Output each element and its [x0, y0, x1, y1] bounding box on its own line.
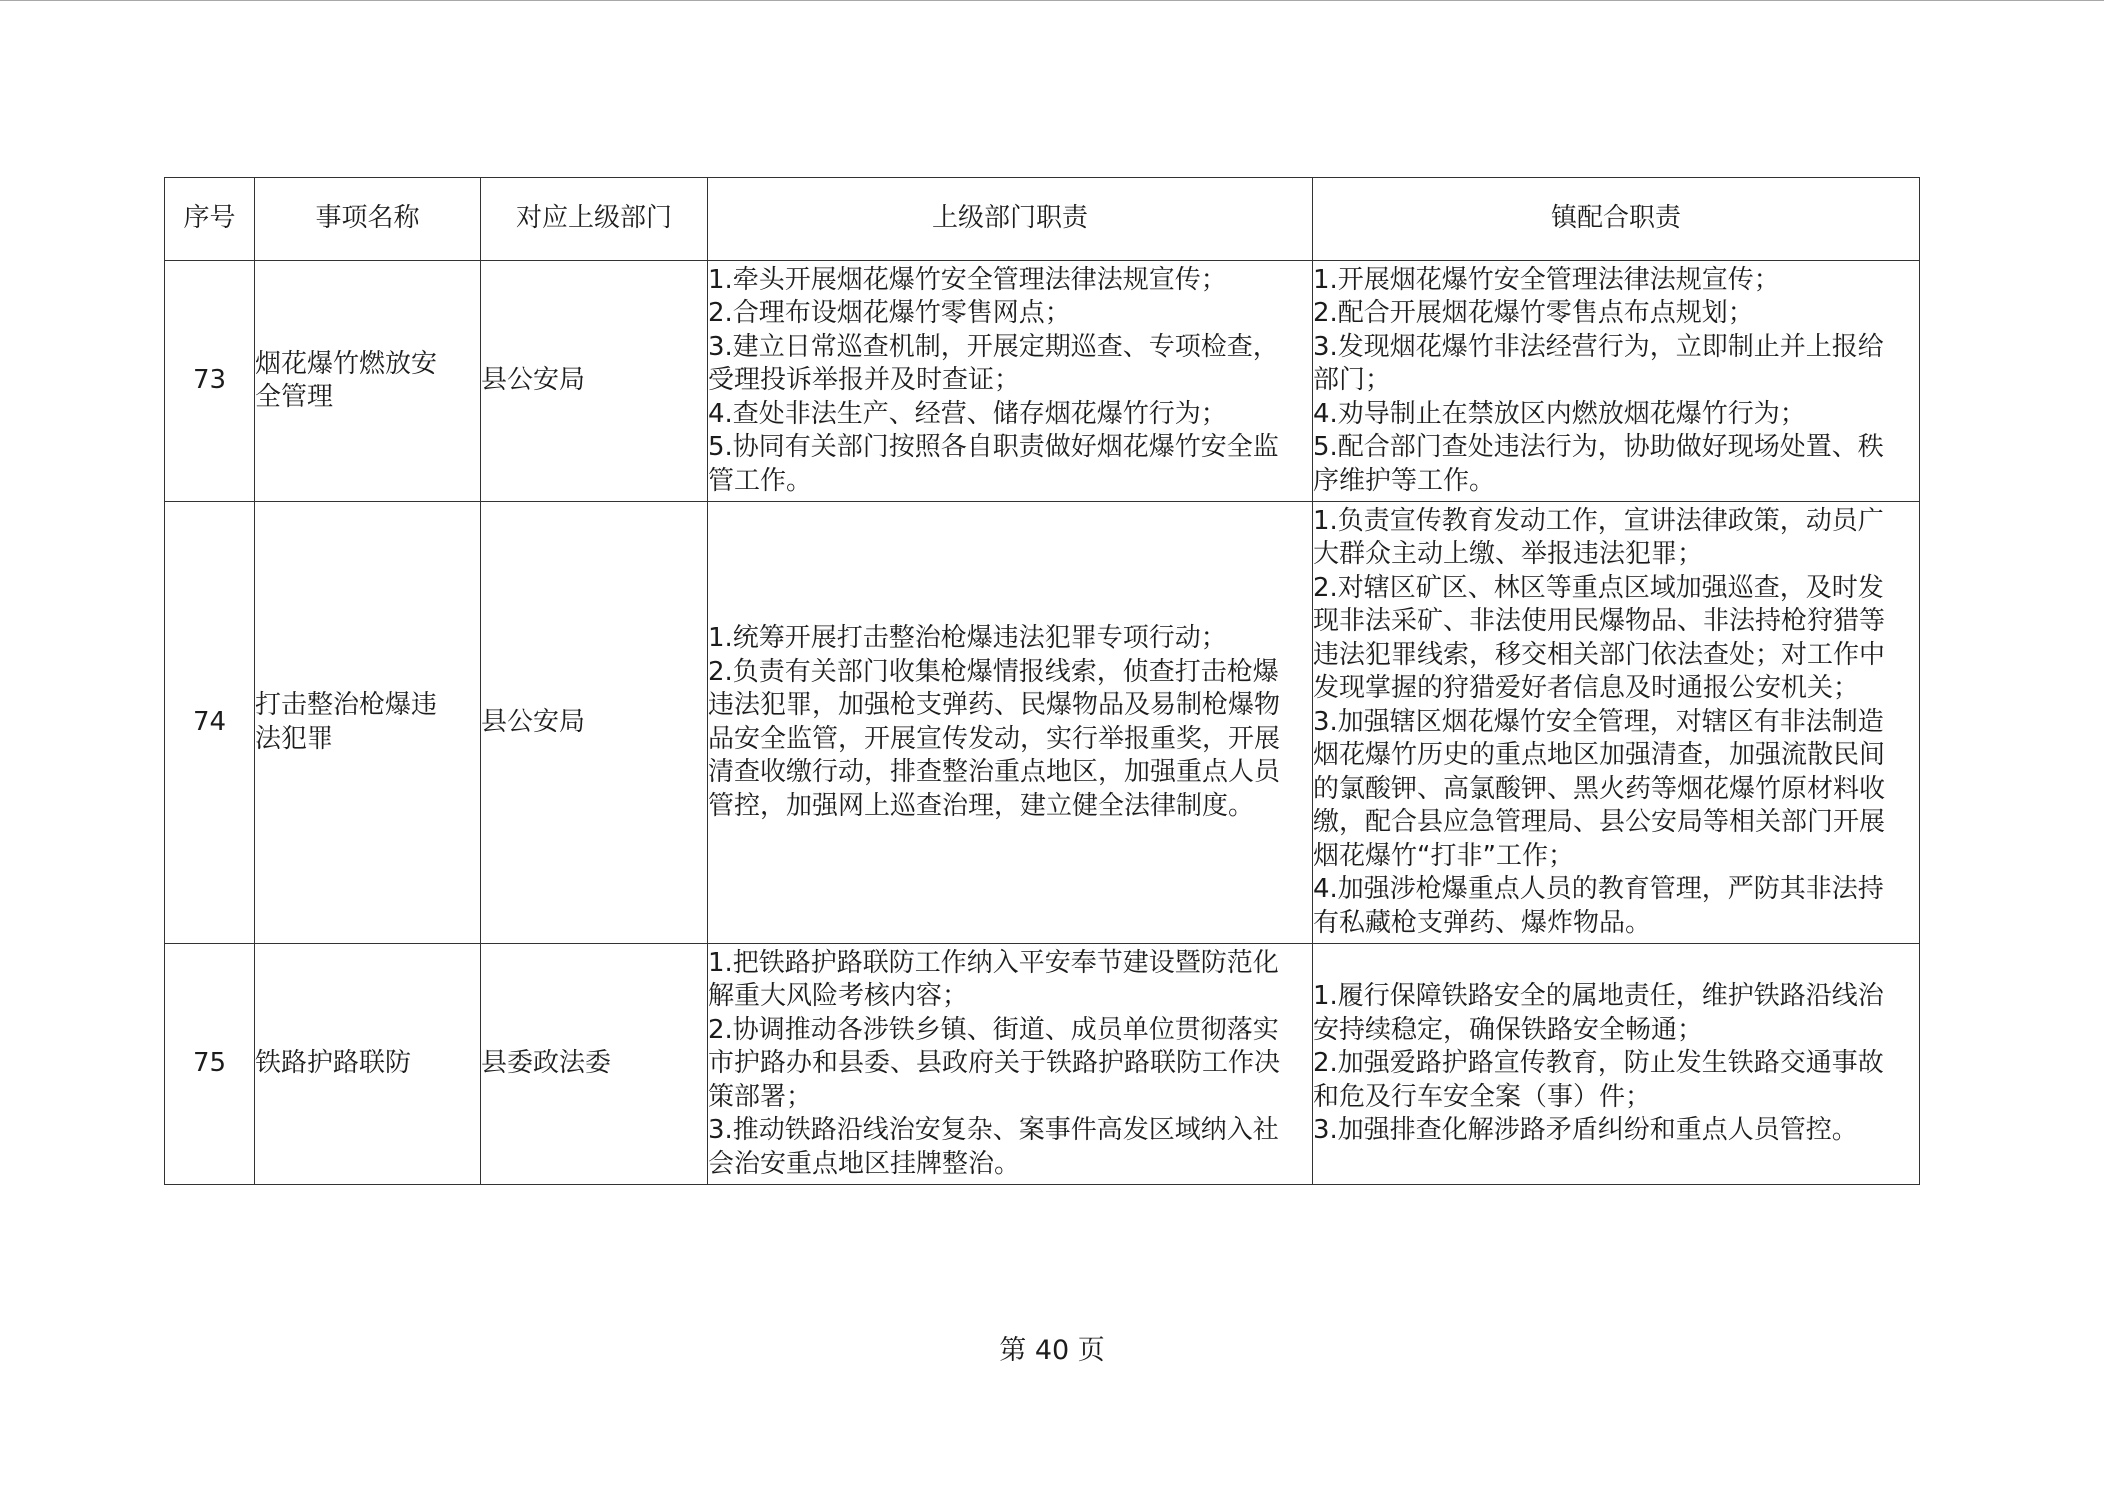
duty-line: 2.合理布设烟花爆竹零售网点；: [708, 298, 1071, 329]
duty-line: 烟花爆竹“打非”工作；: [1313, 840, 1574, 871]
duty-line: 2.协调推动各涉铁乡镇、街道、成员单位贯彻落实: [708, 1014, 1279, 1045]
duty-line: 1.把铁路护路联防工作纳入平安奉节建设暨防范化: [708, 947, 1279, 978]
row-upper-dept: 县委政法委: [481, 944, 708, 1185]
duty-line: 品安全监管，开展宣传发动，实行举报重奖，开展: [708, 723, 1281, 754]
row-item-name: 铁路护路联防: [255, 1048, 412, 1079]
duty-line: 1.统筹开展打击整治枪爆违法犯罪专项行动；: [708, 623, 1227, 653]
duty-line: 和危及行车安全案（事）件；: [1313, 1081, 1652, 1112]
row-seq: 74: [165, 502, 255, 944]
duty-line: 2.负责有关部门收集枪爆情报线索，侦查打击枪爆: [708, 656, 1279, 687]
duty-line: 安持续稳定，确保铁路安全畅通；: [1313, 1014, 1704, 1045]
duty-line: 有私藏枪支弹药、爆炸物品。: [1313, 907, 1652, 938]
row-item-name-cell: [255, 261, 481, 502]
duty-line: 受理投诉举报并及时查证；: [708, 365, 1021, 396]
header-upper-duties: 上级部门职责: [708, 178, 1313, 261]
row-upper-duties: [708, 944, 1313, 1185]
row-upper-duties: [708, 261, 1313, 502]
duty-line: 违法犯罪线索，移交相关部门依法查处；对工作中: [1313, 639, 1886, 670]
duty-line: 序维护等工作。: [1313, 465, 1496, 496]
duty-line: 3.加强辖区烟花爆竹安全管理，对辖区有非法制造: [1313, 706, 1884, 737]
duty-line: 大群众主动上缴、举报违法犯罪；: [1313, 539, 1704, 570]
page-number: 第 40 页: [999, 1335, 1105, 1366]
row-item-name: 烟花爆竹燃放安全管理: [255, 348, 438, 412]
row-item-name-cell: [255, 502, 481, 944]
duty-line: 3.发现烟花爆竹非法经营行为，立即制止并上报给: [1313, 331, 1884, 362]
table-row: [165, 944, 1920, 1185]
row-seq: 73: [165, 261, 255, 502]
table-row: [165, 261, 1920, 502]
duty-line: 5.配合部门查处违法行为，协助做好现场处置、秩: [1313, 432, 1884, 463]
duty-line: 1.负责宣传教育发动工作，宣讲法律政策，动员广: [1313, 505, 1884, 536]
header-town-duties: 镇配合职责: [1313, 178, 1920, 261]
row-item-name-cell: [255, 944, 481, 1185]
duty-line: 的氯酸钾、高氯酸钾、黑火药等烟花爆竹原材料收: [1313, 773, 1886, 804]
row-town-duties: [1313, 261, 1920, 502]
duty-line: 1.牵头开展烟花爆竹安全管理法律法规宣传；: [708, 264, 1227, 295]
table-row: [165, 502, 1920, 944]
duty-line: 4.劝导制止在禁放区内燃放烟花爆竹行为；: [1313, 398, 1806, 429]
duty-line: 会治安重点地区挂牌整治。: [708, 1148, 1021, 1179]
row-upper-dept: 县公安局: [481, 261, 708, 502]
duty-line: 1.开展烟花爆竹安全管理法律法规宣传；: [1313, 264, 1780, 295]
duty-line: 市护路办和县委、县政府关于铁路护路联防工作决: [708, 1048, 1281, 1079]
duty-line: 解重大风险考核内容；: [708, 981, 969, 1012]
row-seq: 75: [165, 944, 255, 1185]
duty-line: 1.履行保障铁路安全的属地责任，维护铁路沿线治: [1313, 981, 1884, 1012]
table-header-row: [165, 178, 1920, 261]
duty-line: 缴，配合县应急管理局、县公安局等相关部门开展: [1313, 807, 1886, 838]
duty-table: [164, 177, 1920, 1185]
row-upper-dept: 县公安局: [481, 502, 708, 944]
header-upper-dept: 对应上级部门: [481, 178, 708, 261]
duty-line: 管控，加强网上巡查治理，建立健全法律制度。: [708, 790, 1255, 821]
duty-line: 违法犯罪，加强枪支弹药、民爆物品及易制枪爆物: [708, 690, 1281, 720]
duty-line: 清查收缴行动，排查整治重点地区，加强重点人员: [708, 757, 1281, 787]
duty-line: 2.加强爱路护路宣传教育，防止发生铁路交通事故: [1313, 1048, 1884, 1079]
duty-line: 2.对辖区矿区、林区等重点区域加强巡查，及时发: [1313, 572, 1884, 603]
row-item-name: 打击整治枪爆违法犯罪: [255, 690, 438, 754]
duty-line: 3.推动铁路沿线治安复杂、案事件高发区域纳入社: [708, 1115, 1279, 1146]
duty-line: 策部署；: [708, 1081, 813, 1112]
duty-line: 烟花爆竹历史的重点地区加强清查，加强流散民间: [1313, 740, 1886, 771]
duty-line: 5.协同有关部门按照各自职责做好烟花爆竹安全监: [708, 432, 1279, 463]
duty-line: 发现掌握的狩猎爱好者信息及时通报公安机关；: [1313, 673, 1860, 704]
duty-line: 部门；: [1313, 365, 1392, 396]
row-town-duties: [1313, 944, 1920, 1185]
row-upper-duties: [708, 502, 1313, 944]
header-seq: 序号: [165, 178, 255, 261]
duty-line: 4.加强涉枪爆重点人员的教育管理，严防其非法持: [1313, 874, 1884, 905]
duty-line: 2.配合开展烟花爆竹零售点布点规划；: [1313, 298, 1754, 329]
duty-line: 管工作。: [708, 465, 813, 496]
duty-line: 3.建立日常巡查机制，开展定期巡查、专项检查，: [708, 331, 1279, 362]
duty-line: 3.加强排查化解涉路矛盾纠纷和重点人员管控。: [1313, 1115, 1858, 1146]
row-town-duties: [1313, 502, 1920, 944]
duty-line: 现非法采矿、非法使用民爆物品、非法持枪狩猎等: [1313, 606, 1886, 637]
page-top-edge: [0, 0, 2104, 1]
duty-line: 4.查处非法生产、经营、储存烟花爆竹行为；: [708, 398, 1227, 429]
header-item-name: 事项名称: [255, 178, 481, 261]
